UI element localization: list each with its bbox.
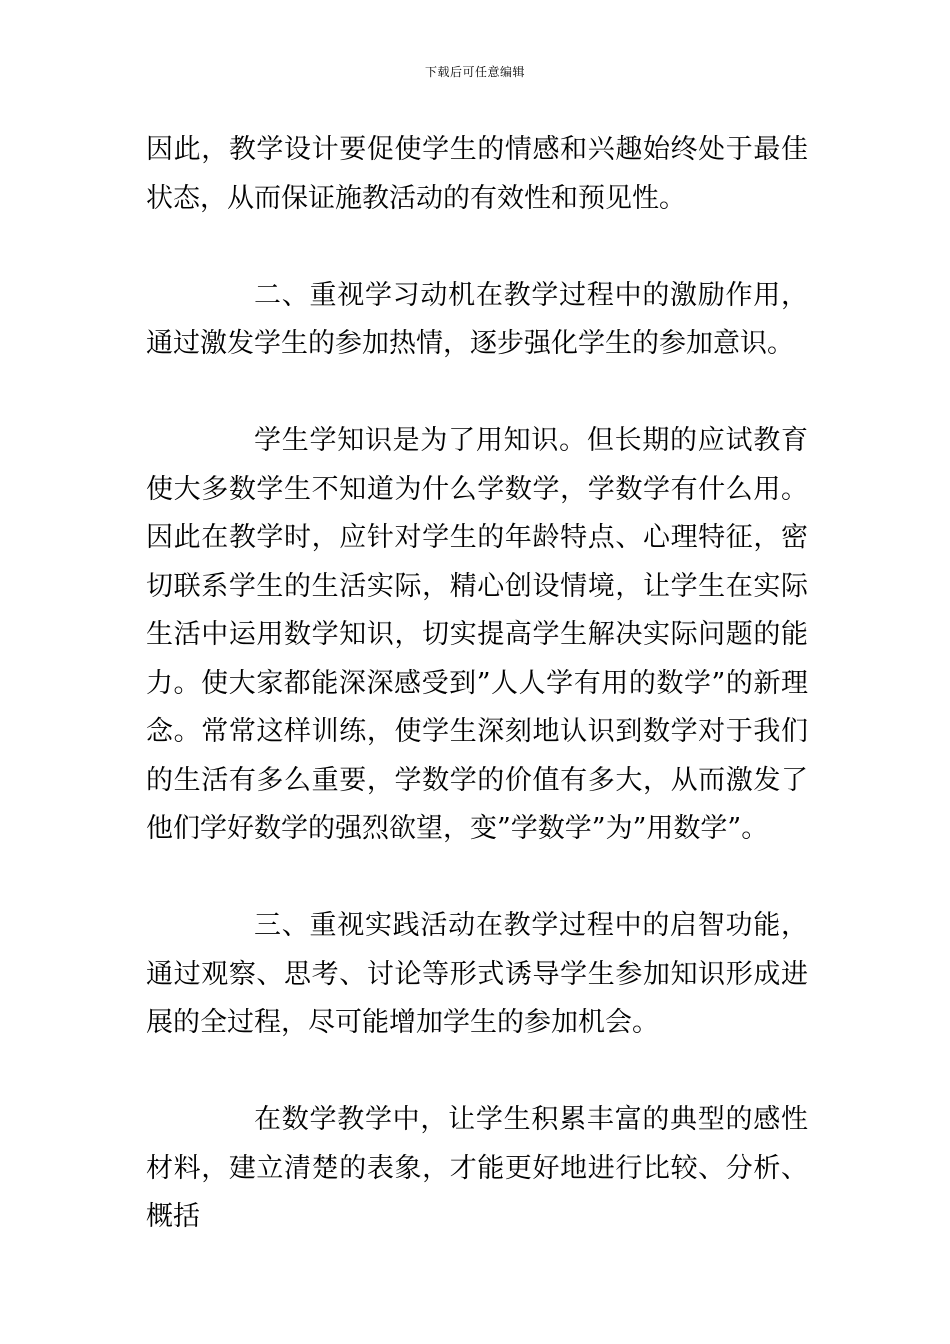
paragraph-gap xyxy=(146,1048,808,1097)
section-heading-3: 三、重视实践活动在教学过程中的启智功能，通过观察、思考、讨论等形式诱导学生参加知识形成进展的全过程，尽可能增加学生的参加机会。 xyxy=(146,910,808,1038)
paragraph-5: 在数学教学中，让学生积累丰富的典型的感性材料，建立清楚的表象，才能更好地进行比较、分析、概括 xyxy=(146,1104,808,1232)
document-body xyxy=(146,126,808,1242)
section-heading-2: 二、重视学习动机在教学过程中的激励作用，通过激发学生的参加热情，逐步强化学生的参加意识。 xyxy=(146,279,808,359)
page-header: 下载后可任意编辑 xyxy=(424,65,525,79)
paragraph-gap xyxy=(146,223,808,272)
paragraph-gap xyxy=(146,369,808,418)
paragraph-gap xyxy=(146,854,808,903)
paragraph-1: 因此，教学设计要促使学生的情感和兴趣始终处于最佳状态，从而保证施教活动的有效性和预见性。 xyxy=(146,134,808,214)
paragraph-3: 学生学知识是为了用知识。但长期的应试教育使大多数学生不知道为什么学数学，学数学有什么用。因此在教学时，应针对学生的年龄特点、心理特征，密切联系学生的生活实际，精心创设情境，让学生在实际生活中运用数学知识，切实提高学生解决实际问题的能力。使大家都能深深感受到”人人学有用的数学”的新理念。常常这样训练，使学生深刻地认识到数学对于我们的生活有多么重要，学数学的价值有多大，从而激发了他们学好数学的强烈欲望，变”学数学”为”用数学”。 xyxy=(146,425,808,844)
